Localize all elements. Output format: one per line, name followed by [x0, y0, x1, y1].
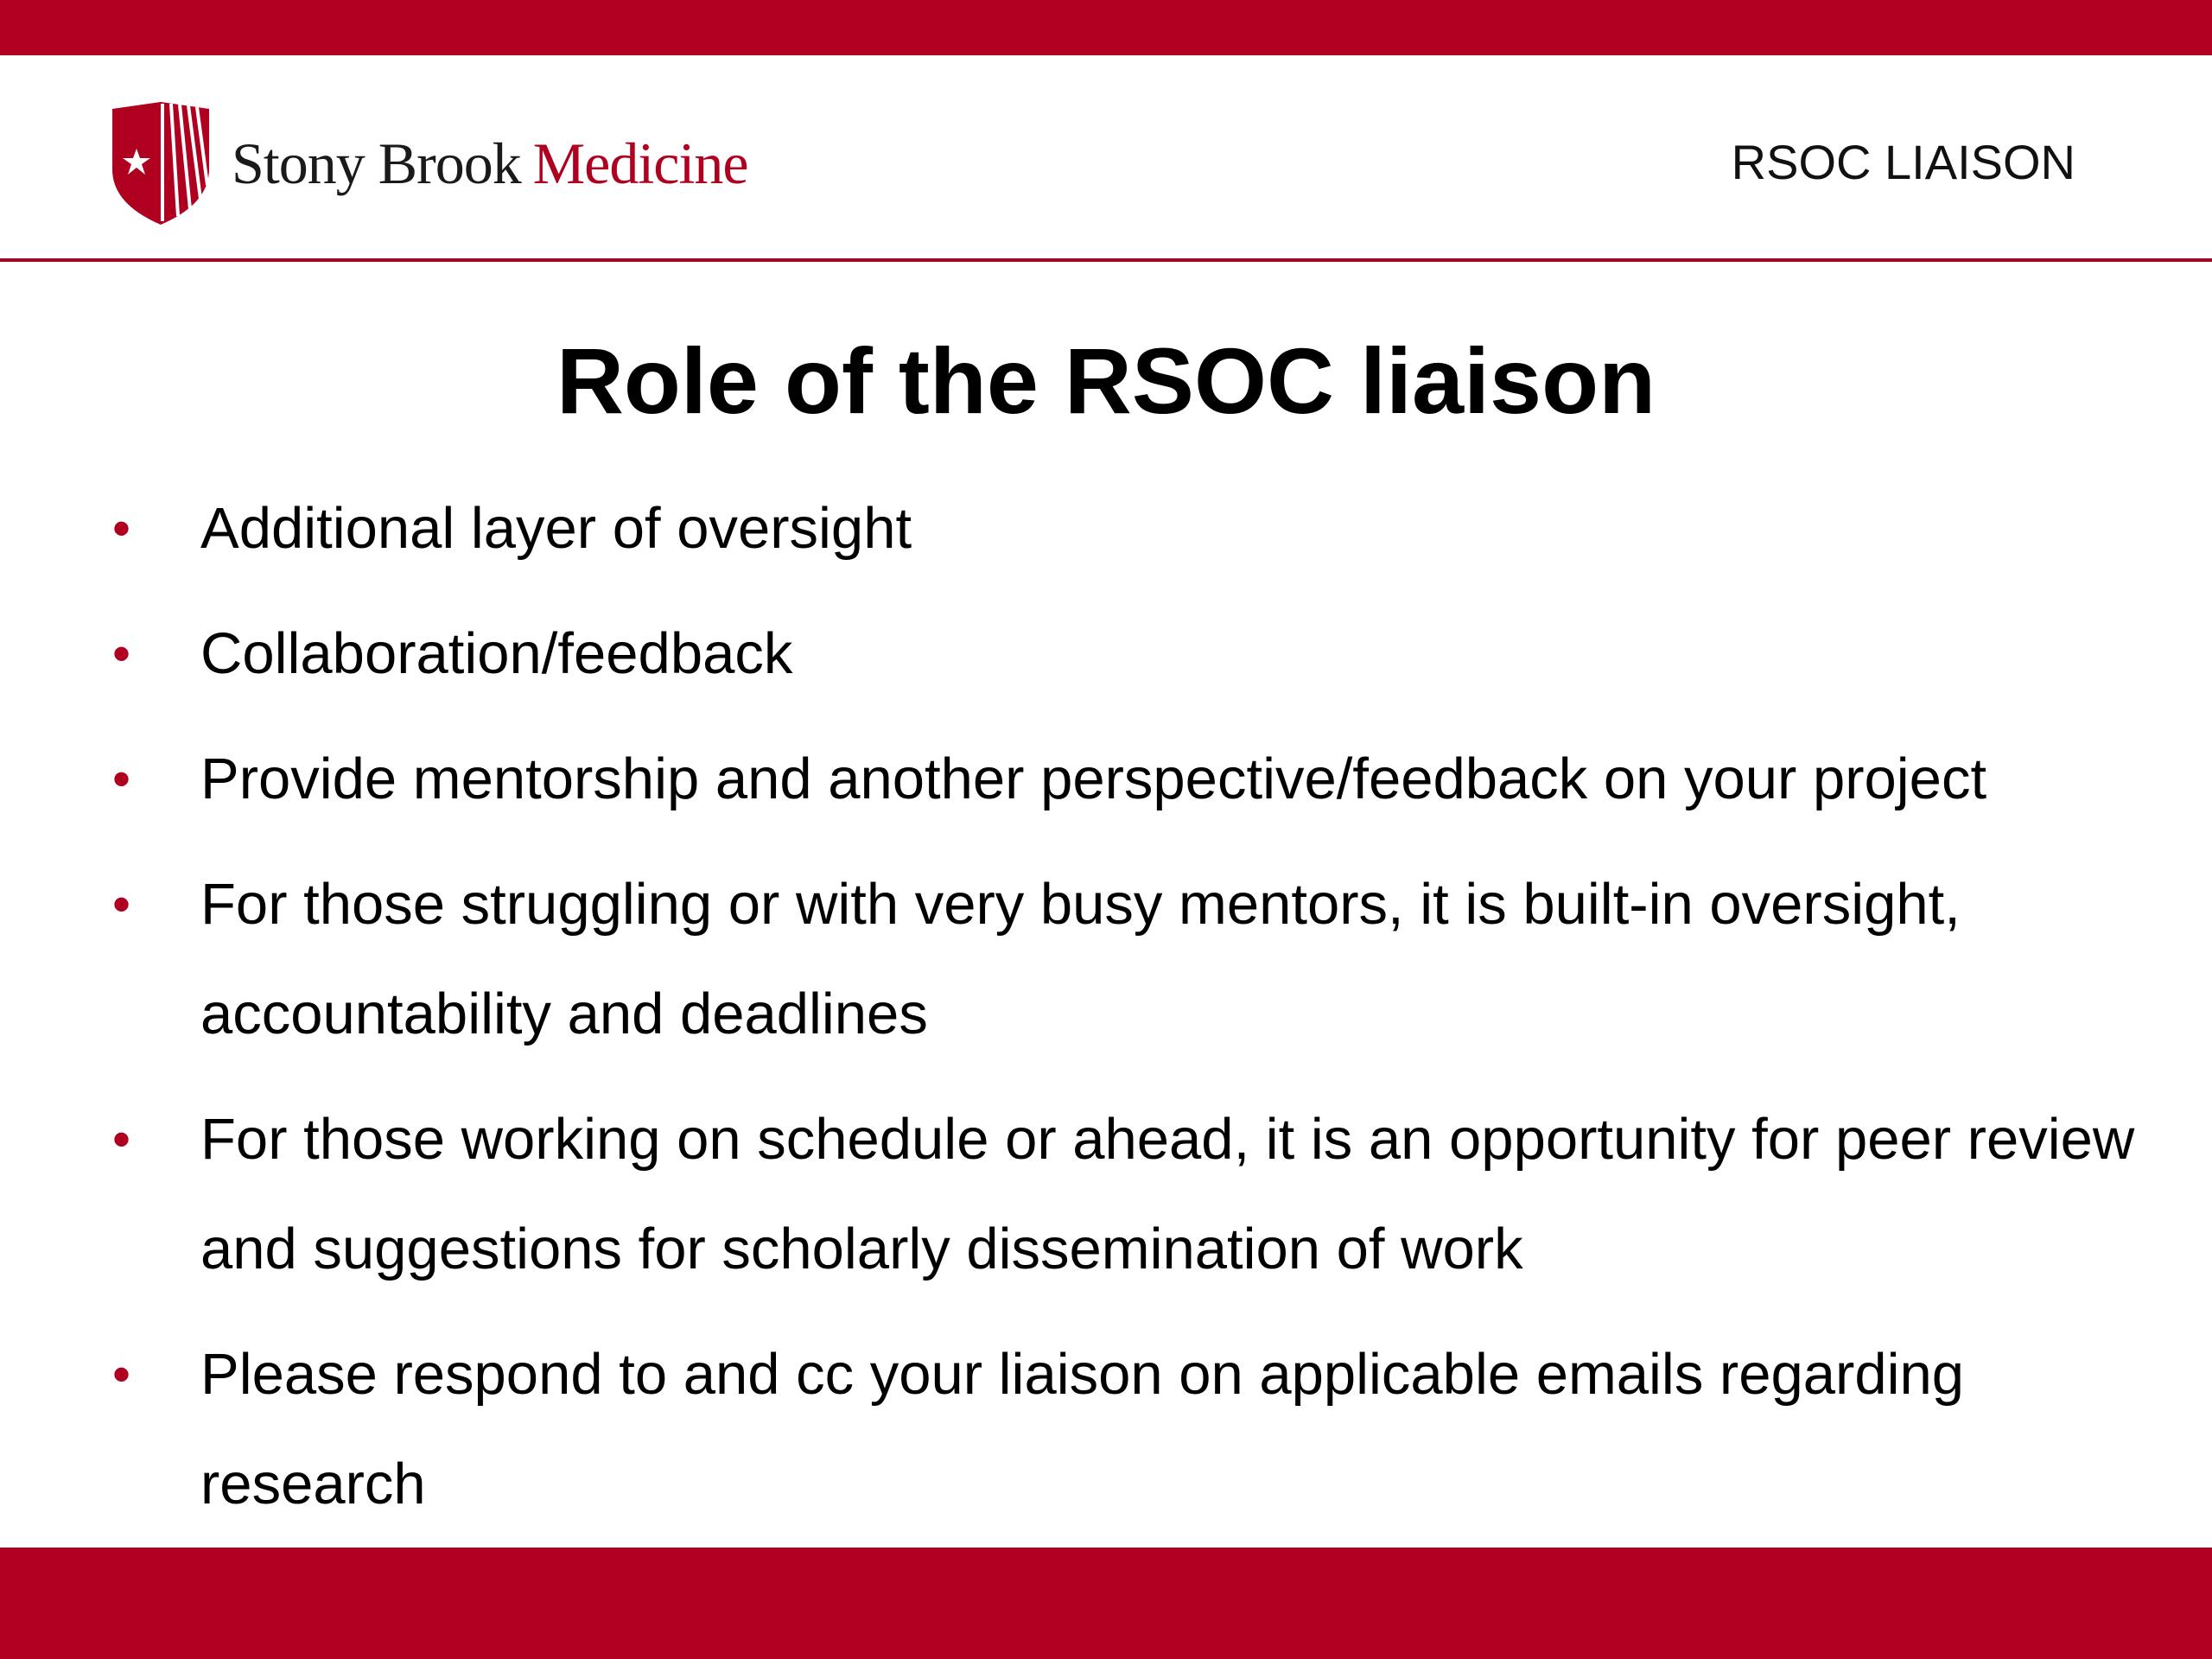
top-brand-bar [0, 0, 2212, 55]
bullet-text: Please respond to and cc your liaison on applicable emails regarding research [200, 1342, 1965, 1516]
bullet-item [104, 724, 2143, 834]
bullet-item [104, 1319, 2143, 1539]
stony-brook-medicine-logo [109, 102, 748, 225]
bullet-item [104, 599, 2143, 709]
logo-name-primary: Stony Brook [232, 130, 521, 196]
bottom-brand-bar [0, 1548, 2212, 1659]
logo-name-secondary: Medicine [532, 130, 748, 196]
bullet-marker: • [112, 875, 131, 933]
bullet-item [104, 474, 2143, 583]
bullet-marker: • [112, 625, 131, 683]
bullet-text: For those working on schedule or ahead, it is an opportunity for peer review and suggestions for scholarly dissemination of work [200, 1107, 2135, 1281]
bullet-marker: • [112, 750, 131, 808]
header-divider [0, 258, 2212, 262]
bullet-marker: • [112, 1345, 131, 1403]
shield-star-icon [109, 102, 213, 225]
bullet-text: Provide mentorship and another perspective/feedback on your project [200, 747, 1987, 811]
bullet-text: Additional layer of oversight [200, 496, 912, 561]
header-section-label: RSOC LIAISON [1731, 135, 2075, 189]
slide-title: Role of the RSOC liaison [556, 328, 1656, 433]
bullet-item [104, 849, 2143, 1069]
bullet-text: For those struggling or with very busy mentors, it is built-in oversight, accountability and deadlines [200, 872, 1961, 1046]
bullet-text: Collaboration/feedback [200, 621, 793, 686]
bullet-marker: • [112, 499, 131, 557]
bullet-marker: • [112, 1110, 131, 1168]
bullet-list [104, 474, 2143, 1554]
bullet-item [104, 1084, 2143, 1304]
logo-wordmark [232, 130, 748, 198]
